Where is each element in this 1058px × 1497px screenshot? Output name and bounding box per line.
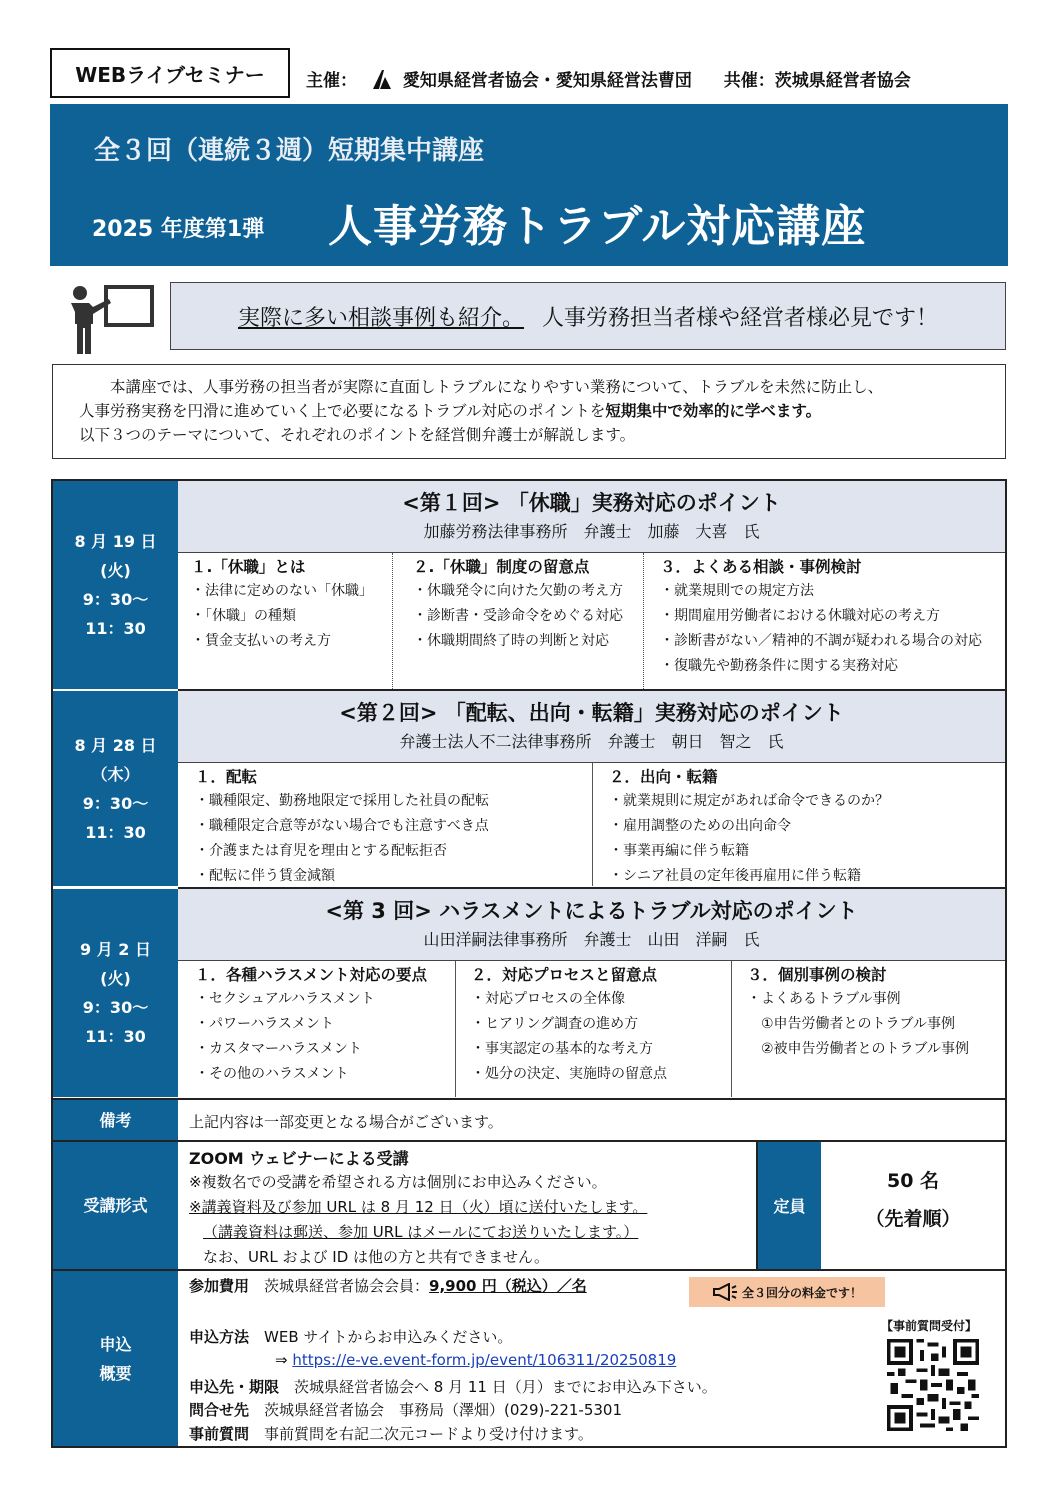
format-note-3: （講義資料は郵送、参加 URL はメールにてお送りいたします。） xyxy=(203,1223,639,1241)
organizer-names: 愛知県経営者協会・愛知県経営法曹団 xyxy=(402,71,692,91)
intro-line: 人事労務実務を円滑に進めていく上で必要になるトラブル対応のポイントを短期集中で効率的に学べます。 xyxy=(79,402,822,420)
session-title: <第２回> 「配転、出向・転籍」実務対応のポイント xyxy=(339,701,844,725)
session-3-col-2: ２．対応プロセスと留意点 ・対応プロセスの全体像 ・ヒアリング調査の進め方 ・事実認定の基本的な考え方 ・処分の決定、実施時の留意点 xyxy=(471,966,667,1082)
contact-row: 問合せ先 茨城県経営者協会 事務局（澤畑）(029)-221-5301 xyxy=(189,1401,622,1419)
session-2-col-2: ２．出向・転籍 ・就業規則に規定があれば命令できるのか？ ・雇用調整のための出向命令 ・事業再編に伴う転籍 ・シニア社員の定年後再雇用に伴う転籍 xyxy=(609,768,889,884)
session-title: <第１回> 「休職」実務対応のポイント xyxy=(402,491,781,515)
format-note-4: なお、URL および ID は他の方と共有できません。 xyxy=(203,1248,549,1266)
format-note-2: ※講義資料及び参加 URL は 8 月 12 日（火）頃に送付いたします。 xyxy=(189,1198,648,1216)
method-row: 申込方法 WEB サイトからお申込みください。 xyxy=(189,1328,513,1346)
association-logo-icon xyxy=(371,68,393,90)
catchphrase-text: 人事労務担当者様や経営者様必見です！ xyxy=(542,305,939,331)
format-note-1: ※複数名での受講を希望される方は個別にお申込みください。 xyxy=(189,1173,607,1191)
page-title: 人事労務トラブル対応講座 xyxy=(328,201,867,252)
remarks-text: 上記内容は一部変更となる場合がございます。 xyxy=(189,1113,503,1131)
qr-label: 【事前質問受付】 xyxy=(881,1319,978,1333)
intro-line: 本講座では、人事労務の担当者が実際に直面しトラブルになりやすい業務について、トラブルを未然に防止し、 xyxy=(110,378,884,396)
series-label: 全３回（連続３週）短期集中講座 xyxy=(94,136,485,166)
session-2-date: 8 月 28 日 （木） 9：30～ 11：30 xyxy=(53,691,178,888)
fee-row: 参加費用 茨城県経営者協会会員：9,900 円（税込）／名 xyxy=(189,1277,587,1295)
session-2-header xyxy=(178,691,1005,763)
session-2-col-1: １．配転 ・職種限定、勤務地限定で採用した社員の配転 ・職種限定合意等がない場合でも注意すべき点 ・介護または育児を理由とする配転拒否 ・配転に伴う賃金減額 xyxy=(195,768,489,884)
question-row: 事前質問 事前質問を右記二次元コードより受け付けます。 xyxy=(189,1425,593,1443)
format-label: 受講形式 xyxy=(53,1142,178,1269)
web-live-seminar-badge: WEBライブセミナー xyxy=(50,48,290,98)
intro-box xyxy=(52,364,1006,459)
registration-link[interactable]: https://e-ve.event-form.jp/event/106311/20250819 xyxy=(292,1351,677,1369)
cosponsor: 共催：茨城県経営者協会 xyxy=(723,71,911,91)
fee-badge: 全３回分の料金です！ xyxy=(689,1277,885,1307)
organizer-label: 主催： xyxy=(306,71,357,91)
intro-line: 以下３つのテーマについて、それぞれのポイントを経営側弁護士が解説します。 xyxy=(79,426,636,444)
title-banner xyxy=(50,104,1008,266)
session-1-col-1: １.「休職」とは ・法律に定めのない「休職」 ・「休職」の種類 ・賃金支払いの考え方 xyxy=(191,558,373,649)
session-1-date: 8 月 19 日 (火) 9：30～ 11：30 xyxy=(53,481,178,691)
session-speaker: 加藤労務法律事務所 弁護士 加藤 大喜 氏 xyxy=(423,522,760,541)
capacity-label: 定員 xyxy=(758,1142,821,1269)
schedule-table xyxy=(51,479,1007,1448)
session-1-col-2: ２.「休職」制度の留意点 ・休職発令に向けた欠勤の考え方 ・診断書・受診命令をめぐる対応 ・休職期間終了時の判断と対応 xyxy=(413,558,623,649)
session-3-col-1: １．各種ハラスメント対応の要点 ・セクシュアルハラスメント ・パワーハラスメント ・カスタマーハラスメント ・その他のハラスメント xyxy=(195,966,428,1082)
catchphrase-box xyxy=(170,282,1006,350)
session-3-date: 9 月 2 日 (火) 9：30～ 11：30 xyxy=(53,889,178,1099)
apply-label: 申込 概要 xyxy=(53,1271,178,1446)
session-3-col-3: ３．個別事例の検討 ・よくあるトラブル事例 ①申告労働者とのトラブル事例 ②被申告労働者とのトラブル事例 xyxy=(747,966,969,1057)
organizer-line xyxy=(306,66,911,91)
qr-code-icon[interactable] xyxy=(887,1339,979,1431)
presenter-icon xyxy=(66,284,156,354)
url-row: ⇒ https://e-ve.event-form.jp/event/106311/20250819 xyxy=(275,1351,677,1369)
capacity-value: 50 名 （先着順） xyxy=(865,1170,961,1230)
remarks-label: 備考 xyxy=(53,1100,178,1140)
catchphrase-underlined: 実際に多い相談事例も紹介。 xyxy=(237,305,524,331)
session-1-col-3: ３．よくある相談・事例検討 ・就業規則での規定方法 ・期間雇用労働者における休職対応の考え方 ・診断書がない／精神的不調が疑われる場合の対応 ・復職先や勤務条件に関する実務対応 xyxy=(660,558,982,674)
year-label: 2025 年度第1弾 xyxy=(92,217,265,242)
session-title: <第 3 回> ハラスメントによるトラブル対応のポイント xyxy=(325,899,858,923)
megaphone-icon xyxy=(712,1283,738,1301)
session-1-header xyxy=(178,481,1005,553)
format-heading: ZOOM ウェビナーによる受講 xyxy=(189,1149,409,1168)
session-speaker: 弁護士法人不二法律事務所 弁護士 朝日 智之 氏 xyxy=(399,732,784,751)
deadline-row: 申込先・期限 茨城県経営者協会へ 8 月 11 日（月）までにお申込み下さい。 xyxy=(189,1378,717,1396)
session-3-header xyxy=(178,889,1005,961)
session-speaker: 山田洋嗣法律事務所 弁護士 山田 洋嗣 氏 xyxy=(423,930,760,949)
